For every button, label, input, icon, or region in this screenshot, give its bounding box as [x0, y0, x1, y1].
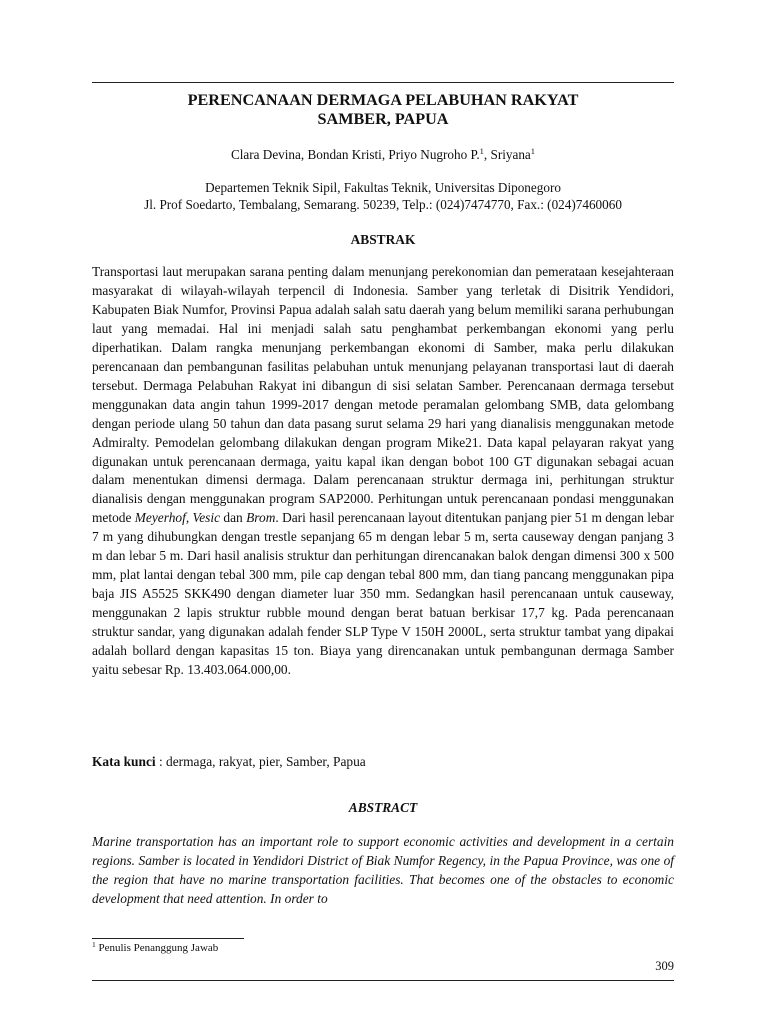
footnote-text: Penulis Penanggung Jawab	[95, 942, 219, 954]
keywords-list: : dermaga, rakyat, pier, Samber, Papua	[155, 754, 366, 769]
author-list	[92, 147, 674, 163]
method-meyerhof: Meyerhof	[134, 510, 186, 526]
paper-title-line-1: PERENCANAAN DERMAGA PELABUHAN RAKYAT	[187, 91, 579, 109]
abstrak-text-part-2: . Dari hasil perencanaan layout ditentukan panjang pier 51 m dengan lebar 7 m yang dihubungkan dengan trestle sepanjang 65 m dengan lebar 5 m, serta causeway dengan panjang 3 m dan lebar 5 m. Dari hasil analisis struktur dan perhitungan direncanakan balok dengan dimensi 300 x 500 mm, plat lantai dengan tebal 300 mm, pile cap dengan tebal 800 mm, dan tiang pancang menggunakan pipa baja JIS A5525 SKK490 dengan diameter luar 350 mm. Sedangkan hasil perencanaan untuk causeway, menggunakan 2 lapis struktur rubble mound dengan berat batuan berkisar 17,7 kg. Pada perencanaan struktur sandar, yang digunakan adalah fender SLP Type V 150H 2000L, serta struktur tambat yang dipakai adalah bollard dengan kapasitas 15 ton. Biaya yang direncanakan untuk pembangunan dermaga Samber yaitu sebesar Rp. 13.403.064.000,00.	[92, 510, 675, 678]
header-rule	[92, 82, 674, 83]
footnote-marker: 1	[92, 940, 96, 949]
paper-title-line-2: SAMBER, PAPUA	[317, 110, 449, 128]
author-affiliation-marker: 1	[479, 146, 484, 156]
affiliation-line-1: Departemen Teknik Sipil, Fakultas Teknik, Universitas Diponegoro	[205, 180, 561, 195]
abstract-body: Marine transportation has an important role to support economic activities and development in a certain regions. Samber is located in Yendidori District of Biak Numfor Regency, in the Papua Province, was one of the region that have no marine transportation facilities. That becomes one of the obstacles to economic development that need attention. In order to	[92, 834, 674, 906]
method-brom: Brom	[246, 510, 276, 526]
paper-title	[92, 91, 674, 129]
keywords	[92, 753, 674, 771]
author-names-last: , Sriyana	[483, 147, 531, 162]
keywords-label: Kata kunci	[92, 754, 156, 769]
author-names: Clara Devina, Bondan Kristi, Priyo Nugroho P.	[230, 147, 480, 162]
abstract-heading: ABSTRACT	[348, 800, 418, 815]
footer-rule	[92, 980, 674, 981]
abstrak-body	[92, 263, 674, 680]
footnote-rule	[92, 938, 244, 939]
method-vesic: Vesic	[192, 510, 221, 526]
affiliation	[92, 179, 674, 213]
affiliation-line-2: Jl. Prof Soedarto, Tembalang, Semarang. 50239, Telp.: (024)7474770, Fax.: (024)7460060	[144, 197, 622, 212]
abstrak-text-part-1: Transportasi laut merupakan sarana penting dalam menunjang perekonomian dan pemerataan kesejahteraan masyarakat di wilayah-wilayah terpencil di Indonesia. Samber yang terletak di Disitrik Yendidori, Kabupaten Biak Numfor, Provinsi Papua adalah salah satu daerah yang belum memiliki sarana perhubungan laut yang memadai. Hal ini menjadi salah satu penghambat perkembangan ekonomi yang perlu diperhatikan. Dalam rangka menunjang perkembangan ekonomi di Samber, maka perlu dilakukan perencanaan dan pembangunan fasilitas pelabuhan untuk menunjang pelayanan transportasi laut di daerah tersebut. Dermaga Pelabuhan Rakyat ini dibangun di sisi selatan Samber. Perencanaan dermaga tersebut menggunakan data angin tahun 1999-2017 dengan metode peramalan gelombang SMB, data gelombang dengan periode ulang 50 tahun dan data pasang surut selama 29 hari yang dianalisis menggunakan metode Admiralty. Pemodelan gelombang dilakukan dengan program Mike21. Data kapal pelayaran rakyat yang digunakan untuk perencanaan dermaga, yaitu kapal ikan dengan bobot 100 GT digunakan sebagai acuan dalam menentukan dimensi dermaga. Dalam perencanaan struktur dermaga ini, perhitungan struktur dianalisis dengan menggunakan program SAP2000. Perhitungan untuk perencanaan pondasi menggunakan metode	[92, 264, 674, 526]
abstrak-heading: ABSTRAK	[350, 232, 416, 247]
page-number: 309	[655, 959, 674, 973]
footnote	[92, 941, 218, 955]
abstrak-separator: dan	[220, 510, 247, 526]
author-affiliation-marker: 1	[530, 146, 536, 156]
abstrak-separator: ,	[185, 510, 193, 526]
